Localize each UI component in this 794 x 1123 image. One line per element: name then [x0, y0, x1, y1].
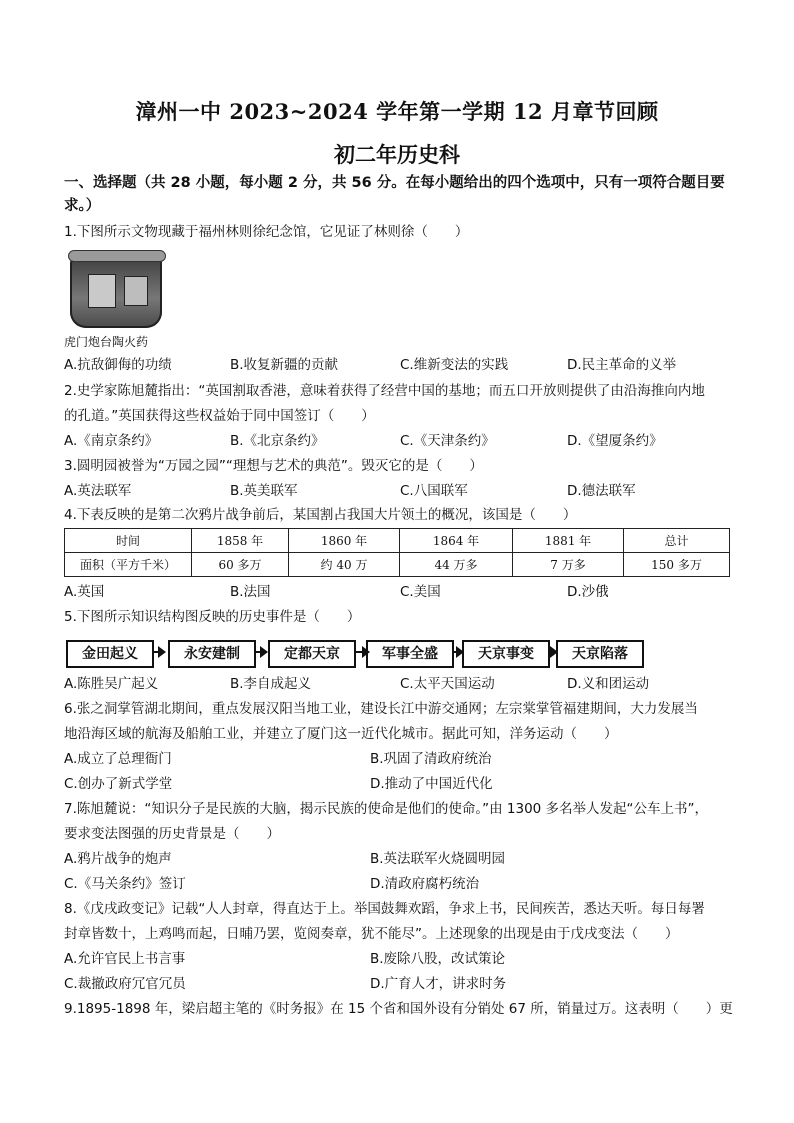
q1-option-c[interactable]: C.维新变法的实践 [400, 357, 509, 373]
flow-step: 金田起义 [66, 640, 154, 668]
q2-option-b[interactable]: B.《北京条约》 [230, 433, 325, 449]
q3-option-b[interactable]: B.英美联军 [230, 483, 298, 499]
q4-option-d[interactable]: D.沙俄 [567, 584, 609, 600]
q5-option-a[interactable]: A.陈胜吴广起义 [64, 676, 159, 692]
q6-options-row2 [64, 774, 736, 794]
table-row [65, 553, 730, 577]
artifact-inscription-plate [124, 276, 148, 306]
q5-option-c[interactable]: C.太平天国运动 [400, 676, 495, 692]
q3-option-d[interactable]: D.德法联军 [567, 483, 636, 499]
q3-option-a[interactable]: A.英法联军 [64, 483, 132, 499]
q7-options-row1 [64, 849, 736, 869]
artifact-image [70, 254, 162, 328]
q4-option-a[interactable]: A.英国 [64, 584, 105, 600]
q4-territory-table [64, 528, 730, 577]
q3-stem: 3.圆明园被誉为“万园之园”“理想与艺术的典范”。毁灭它的是（ ） [64, 458, 483, 474]
arrow-right-icon [152, 651, 164, 653]
q4-stem: 4.下表反映的是第二次鸦片战争前后，某国割占我国大片领土的概况，该国是（ ） [64, 507, 577, 523]
q7-option-a[interactable]: A.鸦片战争的炮声 [64, 851, 172, 867]
q2-stem: 2.史学家陈旭麓指出：“英国割取香港，意味着获得了经营中国的基地；而五口开放则提供了由沿海推向内地 [64, 383, 705, 399]
q6-option-a[interactable]: A.成立了总理衙门 [64, 751, 172, 767]
q2-options [64, 431, 736, 451]
q8-options-row1 [64, 949, 736, 969]
q6-option-b[interactable]: B.巩固了清政府统治 [370, 751, 492, 767]
q5-options [64, 674, 736, 694]
q7-option-b[interactable]: B.英法联军火烧圆明园 [370, 851, 506, 867]
flow-step: 定都天京 [268, 640, 356, 668]
flow-step: 天京陷落 [556, 640, 644, 668]
section-heading: 一、选择题（共 28 小题，每小题 2 分，共 56 分。在每小题给出的四个选项中，只有一项符合题目要求。） [64, 175, 725, 214]
table-cell: 60 多万 [192, 553, 289, 577]
q6-option-d[interactable]: D.推动了中国近代化 [370, 776, 493, 792]
q3-options [64, 481, 736, 501]
q4-option-b[interactable]: B.法国 [230, 584, 271, 600]
q8-stem: 8.《戊戌政变记》记载“人人封章，得直达于上。举国鼓舞欢蹈，争求上书，民间疾苦，悉达天听。每日每署 [64, 901, 705, 917]
q7-option-c[interactable]: C.《马关条约》签订 [64, 876, 186, 892]
exam-title: 漳州一中 2023~2024 学年第一学期 12 月章节回顾 [135, 99, 659, 124]
flow-step: 天京事变 [462, 640, 550, 668]
q2-stem-cont: 的孔道。”英国获得这些权益始于同中国签订（ ） [64, 408, 375, 424]
arrow-right-icon [254, 651, 266, 653]
q7-option-d[interactable]: D.清政府腐朽统治 [370, 876, 480, 892]
q8-option-d[interactable]: D.广育人才，讲求时务 [370, 976, 507, 992]
q7-stem: 7.陈旭麓说：“知识分子是民族的大脑，揭示民族的使命是他们的使命。”由 1300 多名举人发起“公车上书”， [64, 801, 709, 817]
q1-options [64, 355, 736, 375]
flow-step: 军事全盛 [366, 640, 454, 668]
q1-stem: 1.下图所示文物现藏于福州林则徐纪念馆，它见证了林则徐（ ） [64, 224, 469, 240]
q8-option-a[interactable]: A.允许官民上书言事 [64, 951, 186, 967]
q8-stem-cont: 封章皆数十，上鸡鸣而起，日晡乃罢，览阅奏章，犹不能尽”。上述现象的出现是由于戊戌变法（ ） [64, 926, 679, 942]
table-cell: 1860 年 [289, 529, 400, 553]
table-cell: 1858 年 [192, 529, 289, 553]
table-cell: 面积（平方千米） [65, 553, 192, 577]
arrow-right-icon [452, 651, 462, 653]
q5-stem: 5.下图所示知识结构图反映的历史事件是（ ） [64, 609, 361, 625]
q5-option-d[interactable]: D.义和团运动 [567, 676, 650, 692]
q8-option-c[interactable]: C.裁撤政府冗官冗员 [64, 976, 186, 992]
q3-option-c[interactable]: C.八国联军 [400, 483, 468, 499]
q8-option-b[interactable]: B.废除八股，改试策论 [370, 951, 506, 967]
exam-subtitle: 初二年历史科 [334, 142, 460, 167]
q1-option-d[interactable]: D.民主革命的义举 [567, 357, 677, 373]
q1-image-caption: 虎门炮台陶火药 [64, 335, 149, 349]
table-cell: 1864 年 [400, 529, 513, 553]
q8-options-row2 [64, 974, 736, 994]
table-cell: 44 万多 [400, 553, 513, 577]
q2-option-c[interactable]: C.《天津条约》 [400, 433, 495, 449]
q9-stem: 9.1895-1898 年，梁启超主笔的《时务报》在 15 个省和国外设有分销处 67 所，销量过万。这表明（ ）更 [64, 1001, 733, 1017]
table-cell: 1881 年 [513, 529, 624, 553]
q7-options-row2 [64, 874, 736, 894]
table-cell: 150 多万 [624, 553, 730, 577]
q6-options-row1 [64, 749, 736, 769]
q7-stem-cont: 要求变法图强的历史背景是（ ） [64, 826, 280, 842]
q6-stem-cont: 地沿海区域的航海及船舶工业，并建立了厦门这一近代化城市。据此可知，洋务运动（ ） [64, 726, 618, 742]
artifact-inscription-plate [88, 274, 116, 308]
table-header-row [65, 529, 730, 553]
q6-option-c[interactable]: C.创办了新式学堂 [64, 776, 173, 792]
q4-option-c[interactable]: C.美国 [400, 584, 441, 600]
table-cell: 约 40 万 [289, 553, 400, 577]
q5-flow-diagram [66, 640, 736, 668]
table-cell: 时间 [65, 529, 192, 553]
arrow-right-icon [548, 651, 556, 653]
q1-option-b[interactable]: B.收复新疆的贡献 [230, 357, 339, 373]
table-cell: 7 万多 [513, 553, 624, 577]
q4-options [64, 582, 736, 602]
flow-step: 永安建制 [168, 640, 256, 668]
q2-option-a[interactable]: A.《南京条约》 [64, 433, 159, 449]
q2-option-d[interactable]: D.《望厦条约》 [567, 433, 663, 449]
q1-option-a[interactable]: A.抗敌御侮的功绩 [64, 357, 172, 373]
artifact-rim [68, 250, 166, 262]
q5-option-b[interactable]: B.李自成起义 [230, 676, 312, 692]
table-cell: 总计 [624, 529, 730, 553]
q6-stem: 6.张之洞掌管湖北期间，重点发展汉阳当地工业，建设长江中游交通网；左宗棠掌管福建期间，大力发展当 [64, 701, 698, 717]
